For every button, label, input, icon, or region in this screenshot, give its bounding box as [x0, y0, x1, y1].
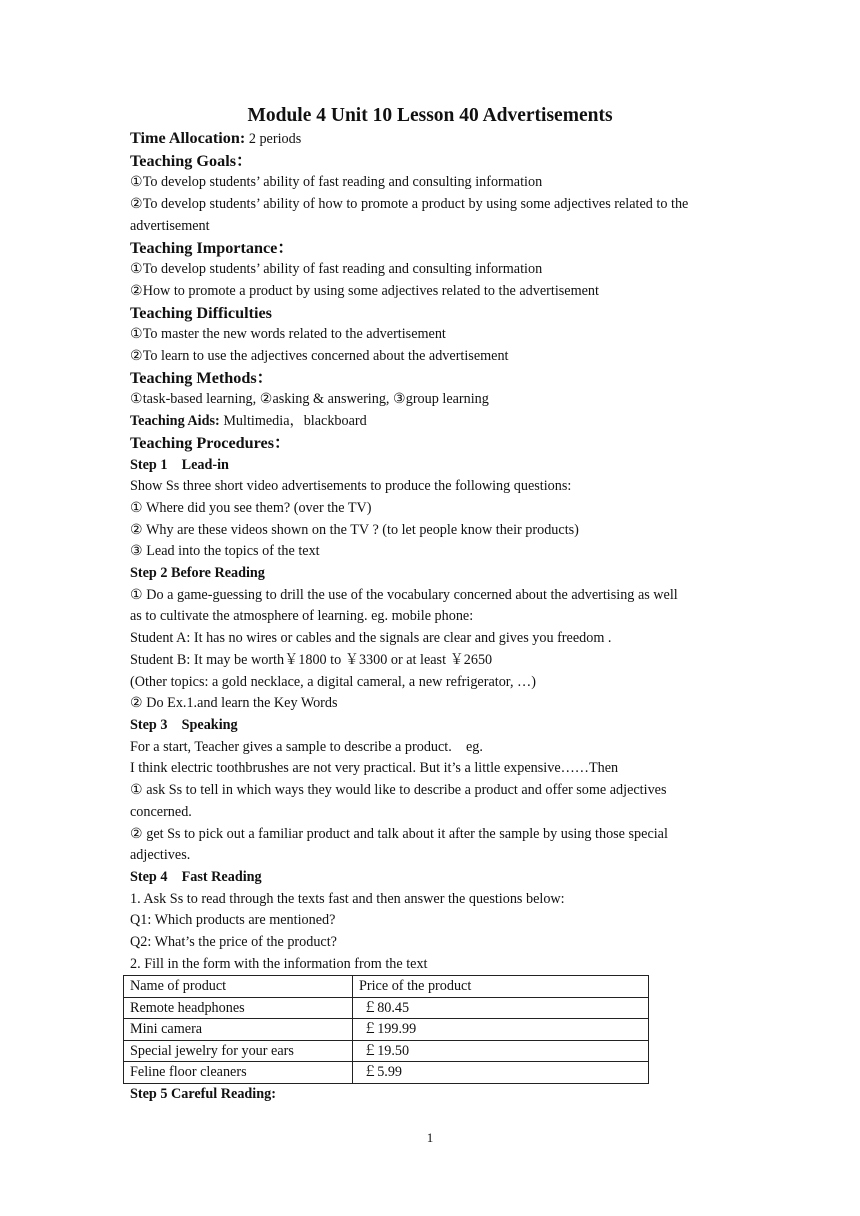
step1-line: ② Why are these videos shown on the TV ? (to let people know their products) [130, 521, 579, 538]
step2-line: ① Do a game-guessing to drill the use of the vocabulary concerned about the advertising as well [130, 586, 678, 603]
table-row [124, 1062, 649, 1084]
step4-line: 1. Ask Ss to read through the texts fast and then answer the questions below: [130, 890, 565, 907]
teaching-importance-heading: Teaching Importance： [130, 238, 294, 257]
step3-line: For a start, Teacher gives a sample to describe a product. eg. [130, 738, 483, 755]
table-header-cell: Price of the product [353, 976, 649, 998]
step3-line: concerned. [130, 803, 192, 820]
step2-line: as to cultivate the atmosphere of learning. eg. mobile phone: [130, 608, 474, 625]
time-allocation [130, 128, 740, 151]
product-price-cell: ￡5.99 [353, 1062, 649, 1084]
table-header-row [124, 976, 649, 998]
product-price-cell: ￡199.99 [353, 1019, 649, 1041]
document-page [130, 104, 740, 1106]
step4-line: 2. Fill in the form with the information from the text [130, 955, 428, 972]
product-price-cell: ￡19.50 [353, 1040, 649, 1062]
time-allocation-value: 2 periods [245, 131, 302, 147]
product-price-table [123, 975, 649, 1084]
step2-heading: Step 2 Before Reading [130, 565, 265, 582]
teaching-goals-heading: Teaching Goals： [130, 151, 253, 170]
importance-item: ②How to promote a product by using some adjectives related to the advertisement [130, 282, 599, 299]
teaching-difficulties-heading: Teaching Difficulties [130, 303, 272, 322]
table-header-cell: Name of product [124, 976, 353, 998]
step4-line: Q1: Which products are mentioned? [130, 912, 336, 929]
goal-item: ①To develop students’ ability of fast reading and consulting information [130, 174, 543, 191]
step4-line: Q2: What’s the price of the product? [130, 934, 337, 951]
teaching-methods-heading: Teaching Methods： [130, 368, 273, 387]
step2-line: (Other topics: a gold necklace, a digital cameral, a new refrigerator, …) [130, 673, 536, 690]
step1-line: ① Where did you see them? (over the TV) [130, 499, 372, 516]
step2-line: Student A: It has no wires or cables and the signals are clear and gives you freedom . [130, 630, 612, 647]
step5-heading: Step 5 Careful Reading: [130, 1085, 276, 1102]
method-item: ①task-based learning, ②asking & answering, ③group learning [130, 391, 489, 408]
table-row [124, 1040, 649, 1062]
teaching-procedures-heading: Teaching Procedures： [130, 433, 291, 452]
step3-line: adjectives. [130, 847, 191, 864]
teaching-aids [130, 411, 740, 433]
page-title: Module 4 Unit 10 Lesson 40 Advertisements [247, 105, 613, 126]
step1-heading: Step 1 Lead-in [130, 456, 229, 473]
step1-line: Show Ss three short video advertisements to produce the following questions: [130, 478, 572, 495]
page-number: 1 [426, 1130, 434, 1145]
difficulty-item: ②To learn to use the adjectives concerned about the advertisement [130, 348, 509, 365]
importance-item: ①To develop students’ ability of fast reading and consulting information [130, 261, 543, 278]
step3-heading: Step 3 Speaking [130, 716, 238, 733]
table-row [124, 997, 649, 1019]
step2-line: Student B: It may be worth￥1800 to ￥3300 or at least ￥2650 [130, 651, 493, 668]
step4-heading: Step 4 Fast Reading [130, 868, 262, 885]
teaching-aids-value: Multimedia，blackboard [219, 413, 367, 430]
product-name-cell: Mini camera [124, 1019, 353, 1041]
time-allocation-label: Time Allocation: [130, 129, 246, 147]
product-name-cell: Remote headphones [124, 997, 353, 1019]
goal-item: ②To develop students’ ability of how to promote a product by using some adjectives related to the advertisement [130, 196, 689, 234]
difficulty-item: ①To master the new words related to the advertisement [130, 326, 446, 343]
product-price-cell: ￡80.45 [353, 997, 649, 1019]
product-name-cell: Feline floor cleaners [124, 1062, 353, 1084]
step3-line: ② get Ss to pick out a familiar product and talk about it after the sample by using those special [130, 825, 668, 842]
step3-line: I think electric toothbrushes are not very practical. But it’s a little expensive……Then [130, 760, 619, 777]
step1-line: ③ Lead into the topics of the text [130, 543, 320, 560]
step2-line: ② Do Ex.1.and learn the Key Words [130, 695, 338, 712]
product-name-cell: Special jewelry for your ears [124, 1040, 353, 1062]
teaching-aids-label: Teaching Aids: [130, 413, 220, 430]
step3-line: ① ask Ss to tell in which ways they would like to describe a product and offer some adjectives [130, 782, 667, 799]
table-row [124, 1019, 649, 1041]
